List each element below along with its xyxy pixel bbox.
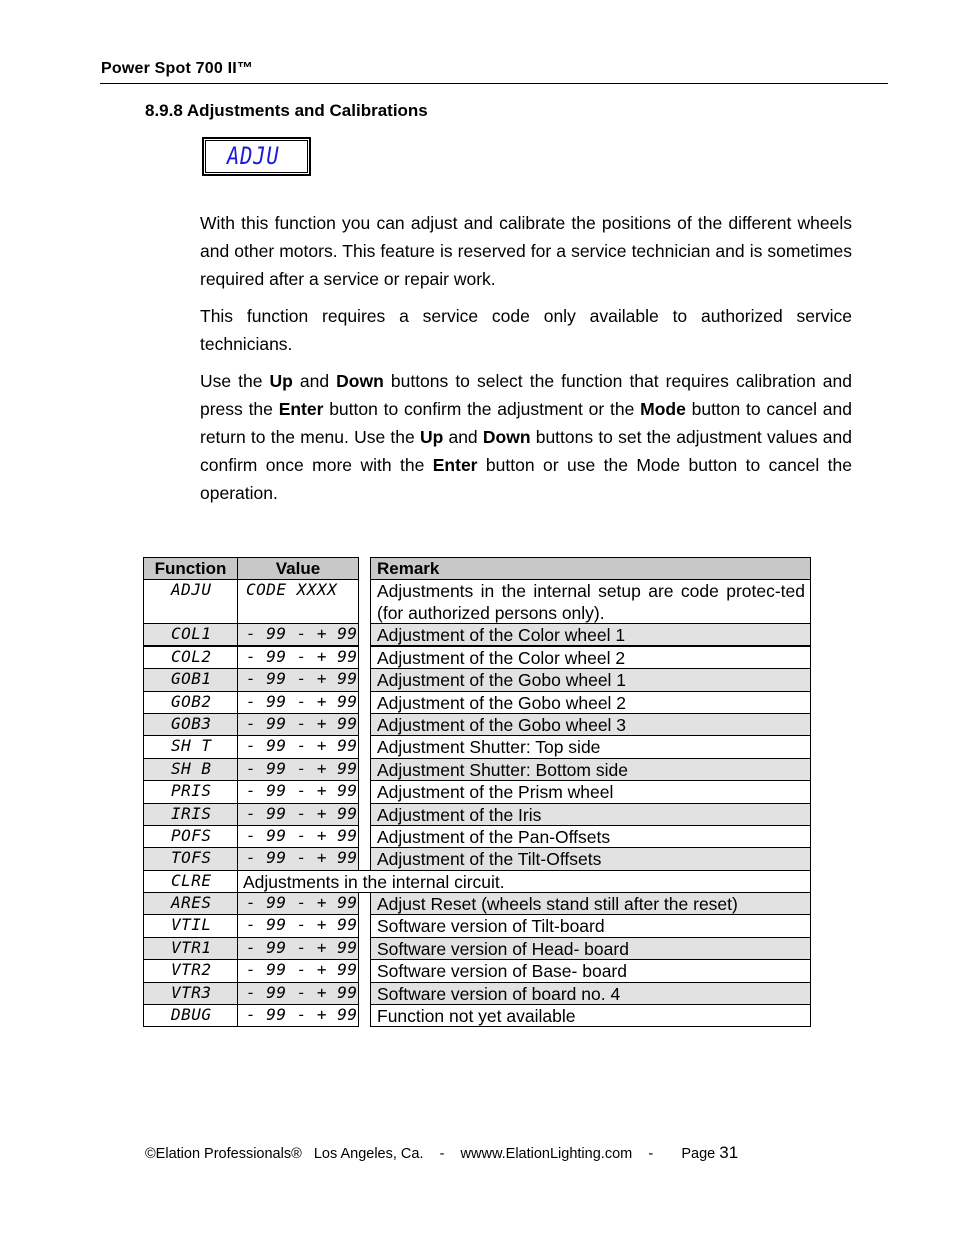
remark-cell (370, 937, 811, 960)
remark-text: Adjustment of the Gobo wheel 1 (377, 670, 627, 691)
table-row (143, 983, 811, 1005)
header-remark: Remark (370, 557, 811, 580)
remark-text: Adjustments in the internal circuit. (243, 871, 505, 892)
header-divider (100, 83, 888, 84)
value-cell: - 99 - + 99 (237, 668, 359, 691)
remark-cell (370, 758, 811, 781)
value-cell: - 99 - + 99 (237, 623, 359, 646)
header-function: Function (143, 557, 238, 580)
table-header-row (143, 558, 811, 580)
value-cell: - 99 - + 99 (237, 691, 359, 714)
remark-cell (370, 914, 811, 937)
value-cell: - 99 - + 99 (237, 847, 359, 870)
function-cell: ARES (143, 892, 238, 915)
document-header-title: Power Spot 700 II™ (101, 60, 254, 77)
function-cell: ADJU (143, 579, 238, 624)
function-cell: SH B (143, 758, 238, 781)
table-row (143, 624, 811, 646)
remark-text: Adjustment of the Color wheel 1 (377, 625, 626, 646)
remark-cell (370, 847, 811, 870)
remark-cell (370, 646, 811, 669)
remark-text: Adjustments in the internal setup are code protec-ted (for authorized persons only). (377, 581, 805, 624)
function-cell: VTR3 (143, 982, 238, 1005)
remark-text: Adjustment of the Tilt-Offsets (377, 849, 602, 870)
table-row (143, 692, 811, 714)
remark-text: Software version of Tilt-board (377, 916, 605, 937)
value-cell: - 99 - + 99 (237, 914, 359, 937)
remark-text: Software version of Head- board (377, 938, 629, 959)
value-cell: - 99 - + 99 (237, 1004, 359, 1027)
function-cell: VTR1 (143, 937, 238, 960)
value-cell: - 99 - + 99 (237, 646, 359, 669)
table-row (143, 580, 811, 624)
remark-cell (370, 959, 811, 982)
value-cell: - 99 - + 99 (237, 735, 359, 758)
remark-cell (237, 870, 811, 893)
table-row (143, 915, 811, 937)
value-cell: - 99 - + 99 (237, 892, 359, 915)
table-row (143, 938, 811, 960)
function-cell: DBUG (143, 1004, 238, 1027)
remark-cell (370, 803, 811, 826)
lcd-display-text: ADJU (227, 142, 280, 170)
paragraph-service-code: This function requires a service code only available to authorized service technicians. (200, 306, 852, 354)
page-footer (145, 1143, 738, 1163)
remark-text: Function not yet available (377, 1006, 576, 1027)
remark-text: Adjustment of the Gobo wheel 2 (377, 692, 627, 713)
remark-cell (370, 668, 811, 691)
function-cell: VTIL (143, 914, 238, 937)
value-cell: - 99 - + 99 (237, 713, 359, 736)
remark-text: Adjustment of the Color wheel 2 (377, 647, 626, 668)
paragraph-instructions: Use the Up and Down buttons to select the function that requires calibration and press the Enter button to confirm the adjustment or the Mode button to cancel and return to the menu. Use the Up and Down buttons to set the adjustment values and confirm once more with the Enter button or use the Mode button to cancel the operation. (200, 371, 852, 503)
paragraph-description: With this function you can adjust and calibrate the positions of the different wheels and other motors. This feature is reserved for a service technician and is sometimes required after a service or repair work. (200, 213, 852, 289)
value-cell: - 99 - + 99 (237, 825, 359, 848)
function-cell: POFS (143, 825, 238, 848)
function-cell: COL2 (143, 646, 238, 669)
remark-cell (370, 691, 811, 714)
function-cell: TOFS (143, 847, 238, 870)
table-row (143, 669, 811, 691)
function-cell: CLRE (143, 870, 238, 893)
lcd-display-box (202, 137, 311, 176)
table-row (143, 826, 811, 848)
remark-cell (370, 623, 811, 646)
value-cell: - 99 - + 99 (237, 780, 359, 803)
table-row (143, 960, 811, 982)
value-cell: CODE XXXX (237, 579, 359, 624)
remark-cell (370, 1004, 811, 1027)
table-row (143, 848, 811, 870)
remark-text: Software version of Base- board (377, 961, 627, 982)
table-row (143, 759, 811, 781)
remark-text: Adjustment Shutter: Bottom side (377, 759, 628, 780)
table-row (143, 736, 811, 758)
table-row (143, 893, 811, 915)
table-row (143, 647, 811, 669)
function-cell: GOB3 (143, 713, 238, 736)
remark-cell (370, 735, 811, 758)
function-cell: COL1 (143, 623, 238, 646)
table-row (143, 804, 811, 826)
remark-text: Adjustment of the Pan-Offsets (377, 826, 611, 847)
remark-cell (370, 713, 811, 736)
value-cell: - 99 - + 99 (237, 937, 359, 960)
remark-text: Adjustment of the Prism wheel (377, 782, 614, 803)
remark-cell (370, 579, 811, 624)
remark-text: Adjustment of the Iris (377, 804, 542, 825)
table-row (143, 871, 811, 893)
value-cell: - 99 - + 99 (237, 803, 359, 826)
function-cell: PRIS (143, 780, 238, 803)
remark-cell (370, 780, 811, 803)
remark-cell (370, 825, 811, 848)
value-cell: - 99 - + 99 (237, 959, 359, 982)
function-cell: SH T (143, 735, 238, 758)
function-cell: GOB2 (143, 691, 238, 714)
remark-cell (370, 982, 811, 1005)
section-heading: 8.9.8 Adjustments and Calibrations (145, 101, 428, 120)
remark-text: Adjust Reset (wheels stand still after the reset) (377, 894, 738, 915)
header-value: Value (237, 557, 359, 580)
function-cell: VTR2 (143, 959, 238, 982)
value-cell: - 99 - + 99 (237, 982, 359, 1005)
value-cell: - 99 - + 99 (237, 758, 359, 781)
page-number: 31 (719, 1143, 739, 1162)
table-row (143, 781, 811, 803)
function-cell: GOB1 (143, 668, 238, 691)
remark-text: Software version of board no. 4 (377, 983, 621, 1004)
remark-text: Adjustment of the Gobo wheel 3 (377, 714, 627, 735)
function-cell: IRIS (143, 803, 238, 826)
body-text (200, 209, 852, 516)
table-row (143, 714, 811, 736)
adjustments-table (143, 558, 811, 1027)
footer-text: ©Elation Professionals® Los Angeles, Ca. - wwww.ElationLighting.com - Page (145, 1146, 720, 1162)
remark-text: Adjustment Shutter: Top side (377, 737, 601, 758)
remark-cell (370, 892, 811, 915)
table-row (143, 1005, 811, 1027)
